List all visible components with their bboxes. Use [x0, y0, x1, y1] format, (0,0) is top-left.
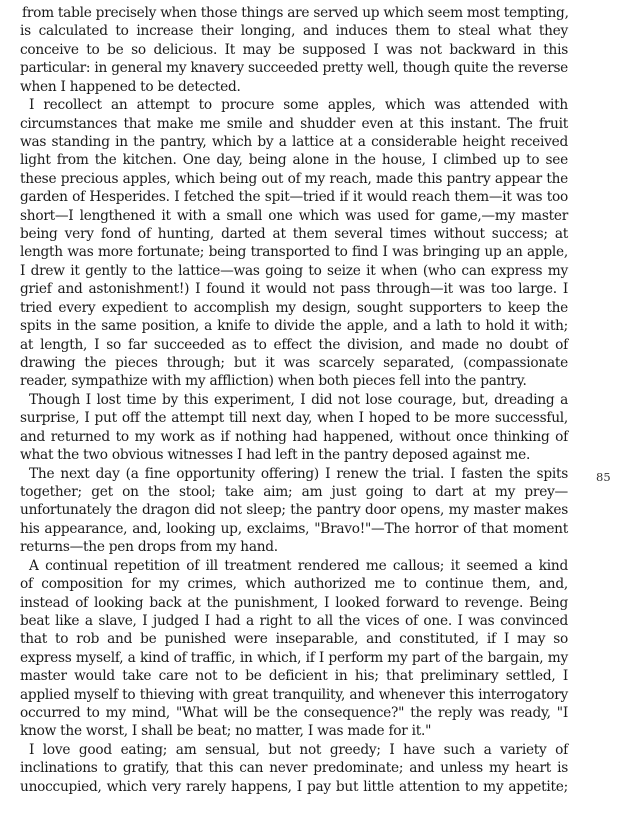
paragraph-start-line: Though I lost time by this experiment, I did not lose courage, but, dreading a [29, 391, 568, 408]
text-line: garden of Hesperides. I fetched the spit—tried if it would reach them—it was too [20, 189, 568, 206]
text-line: returns—the pen drops from my hand. [20, 539, 278, 556]
text-line: express myself, a kind of traffic, in which, if I perform my part of the bargain, my [20, 649, 568, 666]
text-line: know the worst, I shall be beat; no matter, I was made for it." [20, 723, 432, 740]
text-line: drawing the pieces through; but it was scarcely separated, (compassionate [20, 355, 568, 372]
body-text [20, 4, 568, 796]
paragraph-start-line: I recollect an attempt to procure some apples, which was attended with [29, 97, 568, 114]
text-line: particular: in general my knavery succeeded pretty well, though quite the reverse [20, 60, 568, 77]
text-line: spits in the same position, a knife to divide the apple, and a lath to hold it with; [20, 318, 568, 335]
text-line: together; get on the stool; take aim; am just going to dart at my prey— [20, 483, 568, 500]
text-line: at length, I so far succeeded as to effect the division, and made no doubt of [20, 336, 568, 353]
text-line: his appearance, and, looking up, exclaims, "Bravo!"—The horror of that moment [20, 520, 568, 537]
text-line: that to rob and be punished were inseparable, and constituted, if I may so [20, 631, 568, 648]
text-line: unfortunately the dragon did not sleep; the pantry door opens, my master makes [20, 502, 568, 519]
text-line: length was more fortunate; being transported to find I was bringing up an apple, [20, 244, 568, 261]
text-line: of composition for my crimes, which authorized me to continue them, and, [20, 576, 568, 593]
paragraph-start-line: The next day (a fine opportunity offering) I renew the trial. I fasten the spits [29, 465, 568, 482]
text-line: beat like a slave, I judged I had a right to all the vices of one. I was convinced [20, 612, 568, 629]
text-line: circumstances that make me smile and shudder even at this instant. The fruit [20, 115, 568, 132]
text-line: occurred to my mind, "What will be the consequence?" the reply was ready, "I [20, 705, 568, 722]
text-line: being very fond of hunting, darted at them several times without success; at [20, 226, 568, 243]
text-line: these precious apples, which being out of my reach, made this pantry appear the [20, 170, 568, 187]
text-line: and returned to my work as if nothing had happened, without once thinking of [20, 428, 568, 445]
text-line: applied myself to thieving with great tranquility, and whenever this interrogatory [20, 686, 568, 703]
text-line: short—I lengthened it with a small one which was used for game,—my master [20, 207, 568, 224]
page-number: 85 [596, 470, 611, 484]
text-line: I drew it gently to the lattice—was going to seize it when (who can express my [20, 262, 568, 279]
text-line: when I happened to be detected. [20, 78, 241, 95]
paragraph-start-line: A continual repetition of ill treatment rendered me callous; it seemed a kind [29, 557, 568, 574]
text-line: light from the kitchen. One day, being alone in the house, I climbed up to see [20, 152, 568, 169]
text-line: conceive to be so delicious. It may be supposed I was not backward in this [20, 41, 568, 58]
text-line: what the two obvious witnesses I had left in the pantry deposed against me. [20, 447, 531, 464]
text-line: instead of looking back at the punishment, I looked forward to revenge. Being [20, 594, 568, 611]
text-line: grief and astonishment!) I found it would not pass through—it was too large. I [20, 281, 568, 298]
paragraph-start-line: I love good eating; am sensual, but not greedy; I have such a variety of [29, 741, 568, 758]
text-line: from table precisely when those things are served up which seem most tempting, [22, 5, 569, 21]
text-line: surprise, I put off the attempt till next day, when I hoped to be more successful, [20, 410, 568, 427]
text-line: inclinations to gratify, that this can never predominate; and unless my heart is [20, 760, 568, 777]
text-line: master would take care not to be deficient in his; that preliminary settled, I [20, 668, 568, 685]
text-line: is calculated to increase their longing, and induces them to steal what they [20, 23, 568, 40]
text-line: reader, sympathize with my affliction) when both pieces fell into the pantry. [20, 373, 527, 390]
text-line: was standing in the pantry, which by a lattice at a considerable height received [20, 133, 568, 150]
text-line: unoccupied, which very rarely happens, I pay but little attention to my appetite; [20, 778, 568, 795]
text-line: tried every expedient to accomplish my design, sought supporters to keep the [20, 299, 568, 316]
